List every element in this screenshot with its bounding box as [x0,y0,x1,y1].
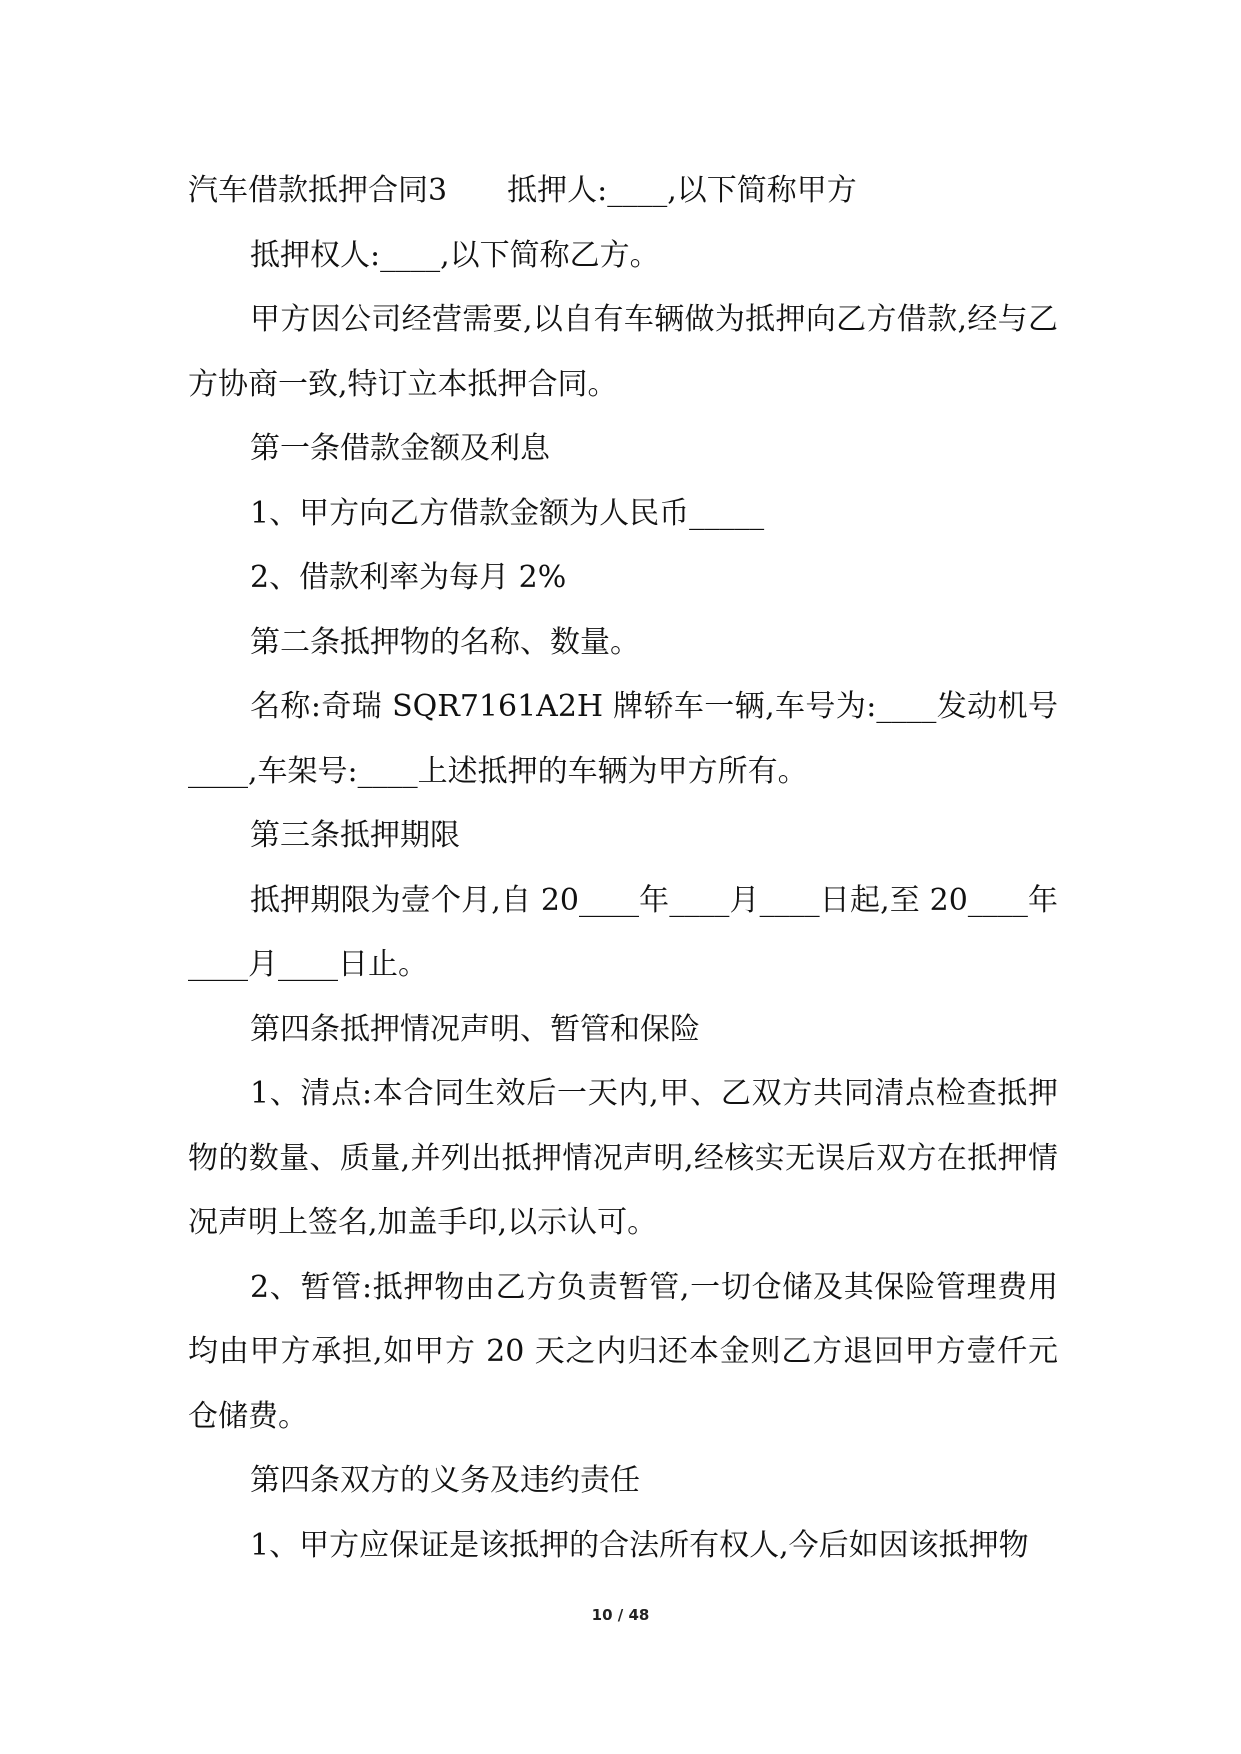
article-1-heading: 第一条借款金额及利息 [250,431,550,466]
article-2-body: 名称:奇瑞 SQR7161A2H 牌轿车一辆,车号为:____发动机号____,车架号:____上述抵押的车辆为甲方所有。 [188,689,1058,789]
article-4-heading: 第四条抵押情况声明、暂管和保险 [250,1011,700,1047]
article-2-heading: 第二条抵押物的名称、数量。 [250,624,640,660]
article-3-body: 抵押期限为壹个月,自 20____年____月____日起,至 20____年____月____日止。 [188,882,1058,982]
article-1-item-1: 1、甲方向乙方借款金额为人民币_____ [250,495,765,531]
article-4b-heading: 第四条双方的义务及违约责任 [250,1463,640,1498]
mortgagee-line: 抵押权人:____,以下简称乙方。 [250,237,660,273]
page-number: 10 / 48 [591,1606,650,1624]
article-1-item-2: 2、借款利率为每月 2% [250,560,567,595]
document-body [188,159,1058,1578]
preamble-paragraph: 甲方因公司经营需要,以自有车辆做为抵押向乙方借款,经与乙方协商一致,特订立本抵押合同。 [188,302,1058,402]
article-4-item-2: 2、暂管:抵押物由乙方负责暂管,一切仓储及其保险管理费用均由甲方承担,如甲方 20 天之内归还本金则乙方退回甲方壹仟元仓储费。 [188,1269,1058,1434]
article-3-heading: 第三条抵押期限 [250,818,460,853]
article-4-item-1: 1、清点:本合同生效后一天内,甲、乙双方共同清点检查抵押物的数量、质量,并列出抵押情况声明,经核实无误后双方在抵押情况声明上签名,加盖手印,以示认可。 [188,1076,1058,1240]
article-4b-item-1: 1、甲方应保证是该抵押的合法所有权人,今后如因该抵押物 [250,1527,1029,1563]
contract-title-line: 汽车借款抵押合同3 抵押人:____,以下简称甲方 [188,173,857,208]
